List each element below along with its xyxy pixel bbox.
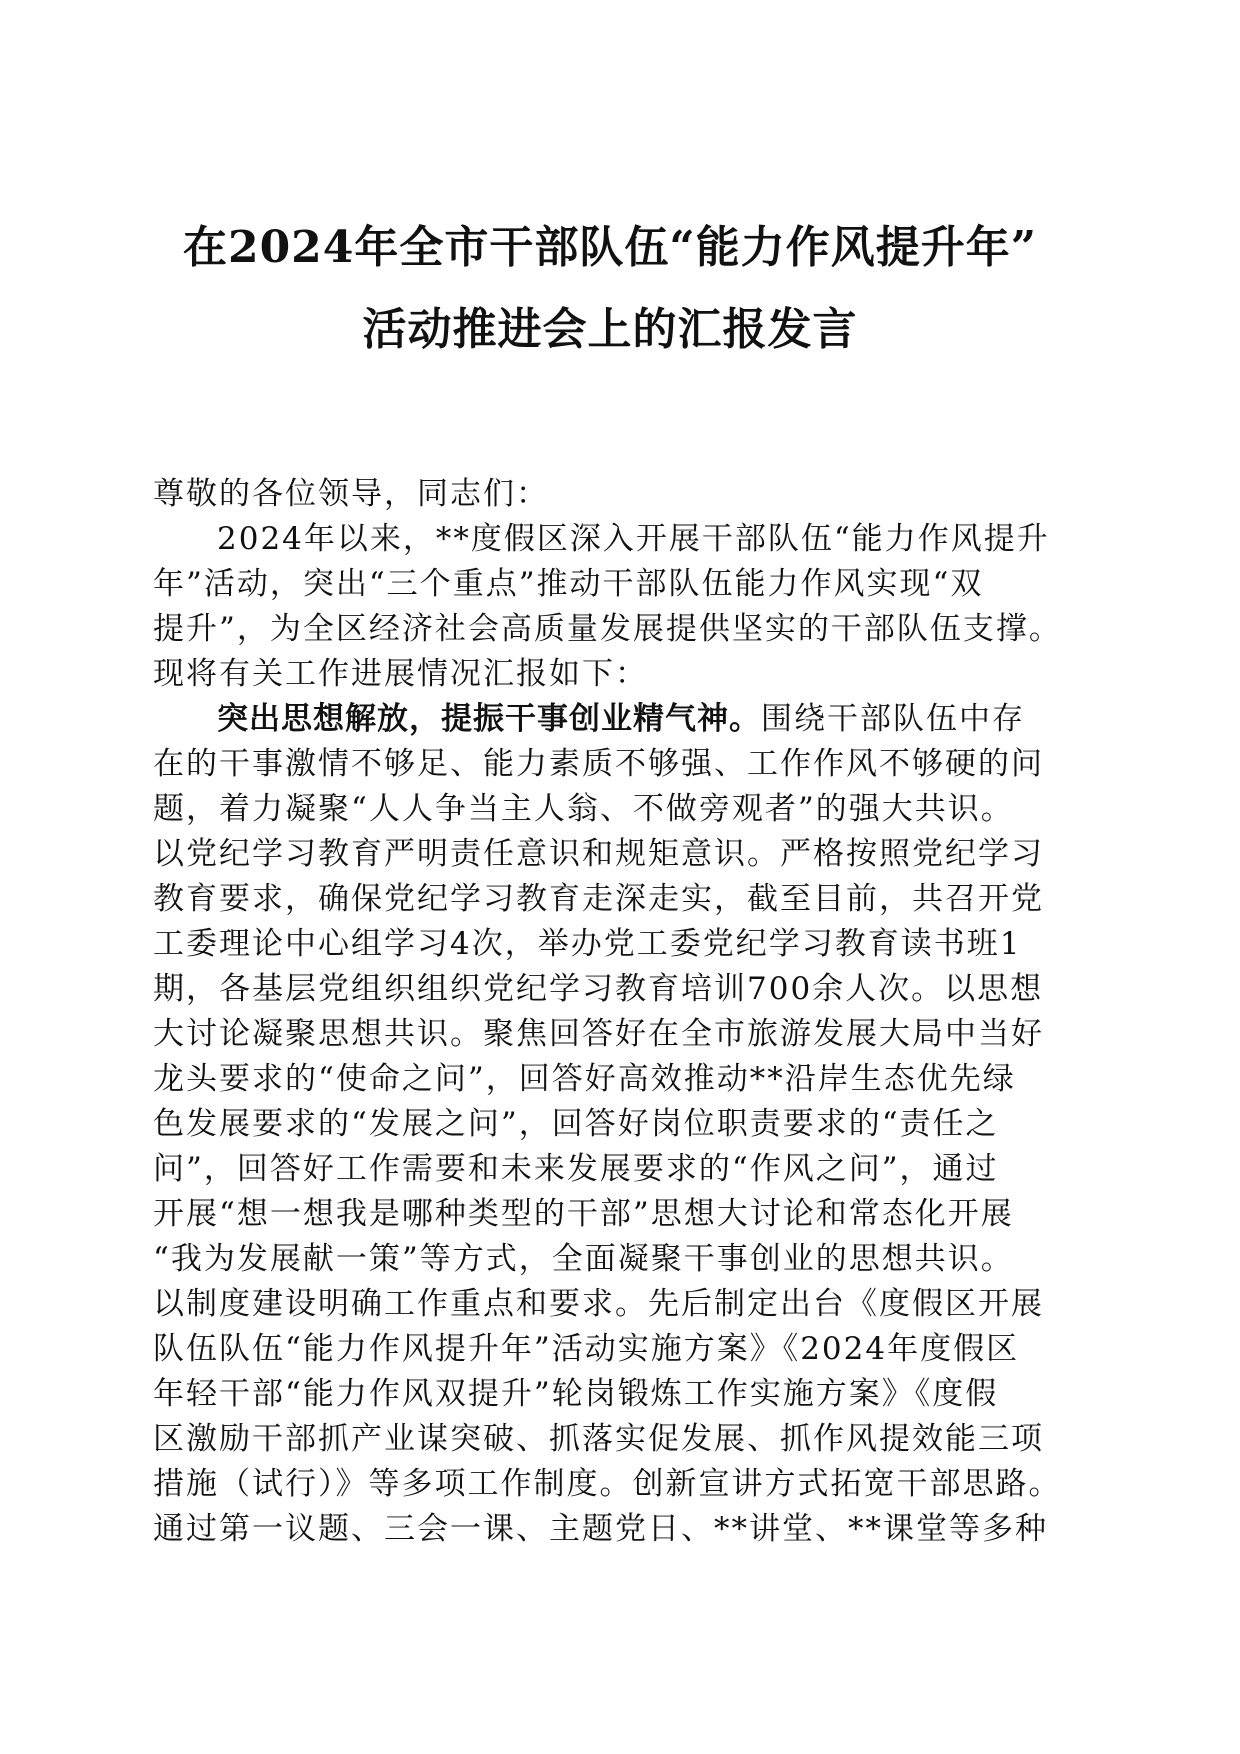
paragraph-line: 以制度建设明确工作重点和要求。先后制定出台《度假区开展 (153, 1286, 1044, 1322)
paragraph-line: 队伍队伍“能力作风提升年”活动实施方案》《2024年度假区 (153, 1331, 1020, 1367)
paragraph-line: 问”，回答好工作需要和未来发展要求的“作风之问”，通过 (153, 1151, 999, 1187)
section-heading: 突出思想解放，提振干事创业精气神。 (217, 701, 761, 737)
paragraph-line: 区激励干部抓产业谋突破、抓落实促发展、抓作风提效能三项 (153, 1421, 1044, 1457)
paragraph-line: 开展“想一想我是哪种类型的干部”思想大讨论和常态化开展 (153, 1196, 1014, 1232)
paragraph-line: 年轻干部“能力作风双提升”轮岗锻炼工作实施方案》《度假 (153, 1376, 999, 1412)
paragraph-line: 教育要求，确保党纪学习教育走深走实，截至目前，共召开党 (153, 881, 1044, 917)
paragraph-line: 现将有关工作进展情况汇报如下： (153, 656, 648, 692)
document-title (150, 223, 1070, 355)
title-line-1: 在2024年全市干部队伍“能力作风提升年” (182, 222, 1038, 273)
section-heading-line (153, 697, 1083, 742)
paragraph-line: 以党纪学习教育严明责任意识和规矩意识。严格按照党纪学习 (153, 836, 1044, 872)
paragraph-line: 大讨论凝聚思想共识。聚焦回答好在全市旅游发展大局中当好 (153, 1016, 1044, 1052)
paragraph-line: 提升”，为全区经济社会高质量发展提供坚实的干部队伍支撑。 (153, 611, 1062, 647)
paragraph-line: 色发展要求的“发展之问”，回答好岗位职责要求的“责任之 (153, 1106, 999, 1142)
paragraph-line: 题，着力凝聚“人人争当主人翁、不做旁观者”的强大共识。 (153, 791, 1014, 827)
paragraph-line: 龙头要求的“使命之问”，回答好高效推动**沿岸生态优先绿 (153, 1061, 1016, 1097)
paragraph-line: 工委理论中心组学习4次，举办党工委党纪学习教育读书班1 (153, 926, 1022, 962)
paragraph-line: 措施（试行）》等多项工作制度。创新宣讲方式拓宽干部思路。 (153, 1466, 1062, 1502)
paragraph-line: 期，各基层党组织组织党纪学习教育培训700余人次。以思想 (153, 971, 1044, 1007)
salutation: 尊敬的各位领导，同志们： (153, 476, 549, 512)
paragraph-line: “我为发展献一策”等方式，全面凝聚干事创业的思想共识。 (153, 1241, 1014, 1277)
document-body (153, 472, 1083, 1552)
paragraph-line: 2024年以来，**度假区深入开展干部队伍“能力作风提升 (217, 521, 1050, 557)
title-line-2: 活动推进会上的汇报发言 (362, 304, 858, 355)
section-heading-continuation: 围绕干部队伍中存 (761, 701, 1025, 737)
paragraph-line: 通过第一议题、三会一课、主题党日、**讲堂、**课堂等多种 (153, 1511, 1048, 1547)
paragraph-line: 年”活动，突出“三个重点”推动干部队伍能力作风实现“双 (153, 566, 984, 602)
paragraph-line: 在的干事激情不够足、能力素质不够强、工作作风不够硬的问 (153, 746, 1044, 782)
